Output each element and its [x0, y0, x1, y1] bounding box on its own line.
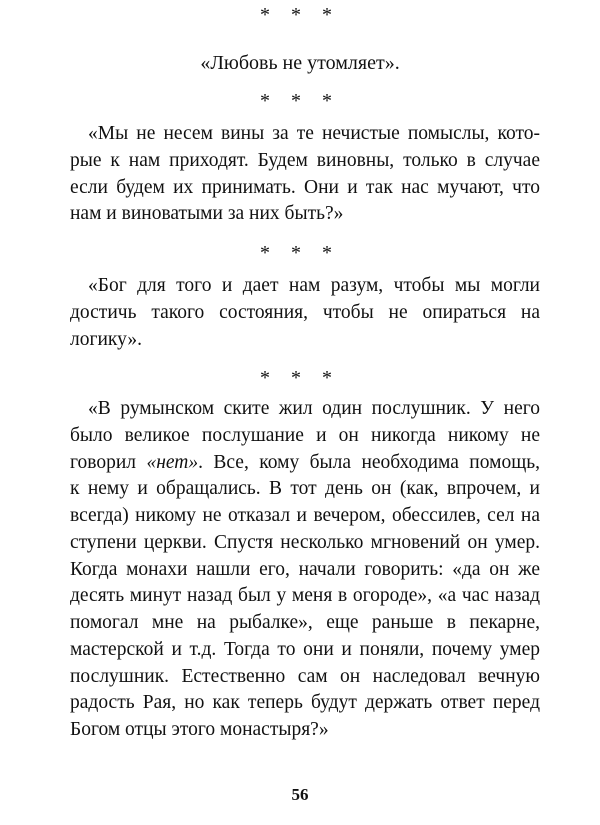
text-line: мастерской и т.д. Тогда то они и поняли, почему умер — [70, 638, 540, 660]
text-line: ступени церкви. Спустя несколько мгновений он умер. — [70, 531, 540, 553]
text-line: Когда монахи нашли его, начали говорить: «да он же — [70, 558, 540, 580]
text-segment: говорил — [70, 451, 147, 473]
text-line: помогал мне на рыбалке», еще раньше в пекарне, — [70, 612, 540, 633]
text-line: «В румынском ските жил один послушник. У него — [88, 398, 540, 419]
quote-title: «Любовь не утомляет». — [200, 52, 400, 74]
text-line: если будем их принимать. Они и так нас мучают, что — [70, 176, 540, 198]
text-line: «Бог для того и дает нам разум, чтобы мы могли — [88, 275, 540, 296]
separator-stars: * * * — [260, 4, 340, 26]
text-line: рые к нам приходят. Будем виновны, только в случае — [70, 149, 540, 171]
text-line: логику». — [70, 328, 142, 350]
italic-text: «нет» — [146, 451, 199, 473]
text-segment: . Все, кому была необходима помощь, — [198, 451, 540, 473]
text-line: «Мы не несем вины за те нечистые помыслы, кото- — [88, 123, 540, 144]
text-line: радость Рая, но как теперь будут держать ответ перед — [70, 692, 540, 714]
text-line: десять минут назад был у меня в огороде», «а час назад — [70, 585, 540, 607]
text-line: было великое послушание и он никогда никому не — [70, 424, 540, 446]
text-line: послушник. Естественно сам он наследовал вечную — [70, 665, 540, 687]
text-line: достичь такого состояния, чтобы не опираться на — [70, 301, 540, 323]
paragraph-2 — [70, 273, 540, 353]
text-line: Богом отцы этого монастыря?» — [70, 719, 329, 740]
text-line — [70, 450, 540, 477]
text-line: к нему и обращались. В тот день он (как, впрочем, и — [70, 478, 540, 500]
text-line: нам и виноватыми за них быть?» — [70, 203, 344, 225]
text-line: всегда) никому не отказал и вечером, обессилев, сел на — [70, 505, 540, 526]
separator-stars: * * * — [260, 90, 340, 112]
paragraph-1 — [70, 121, 540, 228]
paragraph-3 — [70, 396, 540, 744]
page-number: 56 — [291, 785, 309, 804]
separator-stars: * * * — [260, 242, 340, 264]
separator-stars: * * * — [260, 367, 340, 389]
